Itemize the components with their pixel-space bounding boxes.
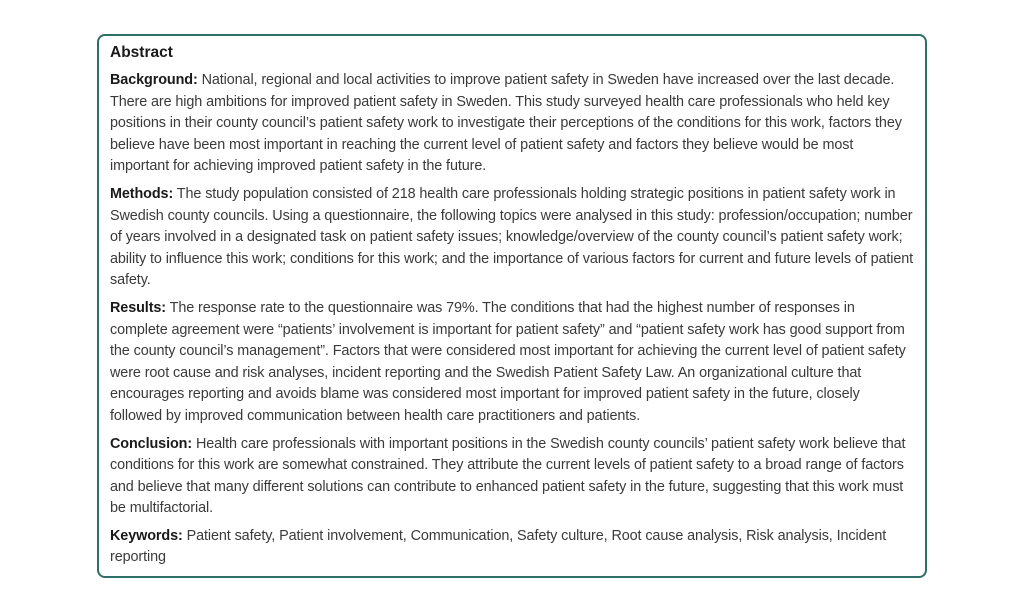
methods-section [110,184,915,292]
abstract-box [97,34,927,578]
background-label: Background: [110,72,198,88]
results-text: The response rate to the questionnaire was 79%. The conditions that had the highest number of responses in complete agreement were “patients’ involvement is important for patient safety” and “patient safety work has good support from the county council’s management”. Factors that were considered most important for achieving the current level of patient safety were root cause and risk analyses, incident reporting and the Swedish Patient Safety Law. An organizational culture that encourages reporting and avoids blame was considered most important for improved patient safety in the future, closely followed by improved communication between health care practitioners and patients. [110,299,906,424]
abstract-title: Abstract [110,44,173,61]
results-section [110,298,915,428]
conclusion-section [110,434,915,520]
conclusion-label: Conclusion: [110,435,193,452]
conclusion-text: Health care professionals with important positions in the Swedish county councils’ patient safety work believe that conditions for this work are somewhat constrained. They attribute the current levels of patient safety to a broad range of factors and believe that many different solutions can contribute to enhanced patient safety in the future, suggesting that this work must be multifactorial. [110,435,906,517]
background-text: National, regional and local activities to improve patient safety in Sweden have increased over the last decade. There are high ambitions for improved patient safety in Sweden. This study surveyed health care professionals who held key positions in their county council’s patient safety work to investigate their perceptions of the conditions for this work, factors they believe have been most important in reaching the current level of patient safety and factors they believe would be most important for achieving improved patient safety in the future. [110,72,902,175]
keywords-text: Patient safety, Patient involvement, Communication, Safety culture, Root cause analysis, Risk analysis, Incident reporting [110,527,887,566]
background-section [110,70,915,178]
methods-text: The study population consisted of 218 health care professionals holding strategic positions in patient safety work in Swedish county councils. Using a questionnaire, the following topics were analysed in this study: profession/occupation; number of years involved in a designated task on patient safety issues; knowledge/overview of the county council’s patient safety work; ability to influence this work; conditions for this work; and the importance of various factors for current and future levels of patient safety. [110,185,914,289]
methods-label: Methods: [110,185,174,202]
results-label: Results: [110,299,166,316]
keywords-label: Keywords: [110,527,183,544]
keywords-section [110,526,915,569]
